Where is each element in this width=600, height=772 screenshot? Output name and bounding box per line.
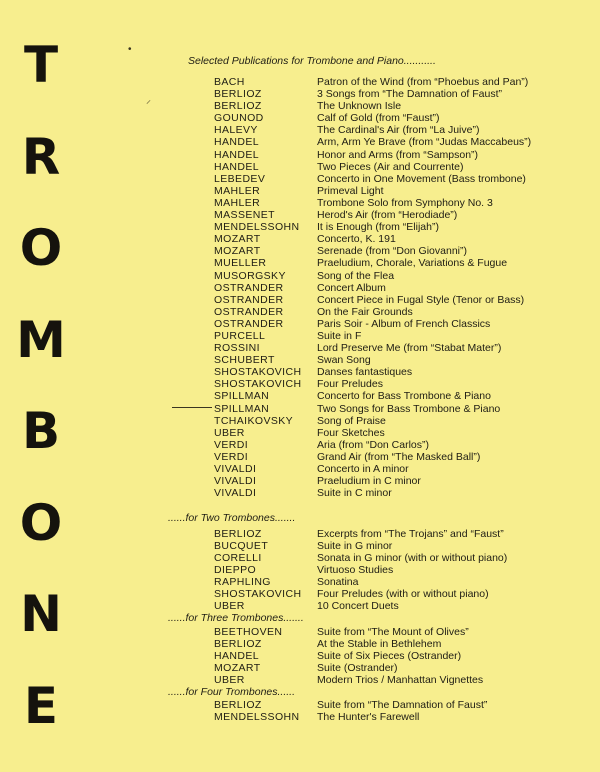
list-item [188, 366, 593, 378]
work-title: Patron of the Wind (from “Phoebus and Pan”) [317, 76, 593, 88]
work-title: Calf of Gold (from “Faust”) [317, 112, 593, 124]
composer-name: OSTRANDER [214, 282, 317, 294]
list-item [188, 136, 593, 148]
work-title: Song of the Flea [317, 270, 593, 282]
work-title: Suite in C minor [317, 487, 593, 499]
composer-name: DIEPPO [214, 564, 317, 576]
work-title: Honor and Arms (from “Sampson”) [317, 149, 593, 161]
work-title: The Cardinal's Air (from “La Juive”) [317, 124, 593, 136]
composer-name: BUCQUET [214, 540, 317, 552]
composer-name: BERLIOZ [214, 100, 317, 112]
composer-name: SHOSTAKOVICH [214, 588, 317, 600]
title-letter: N [12, 589, 70, 681]
composer-name: MOZART [214, 662, 317, 674]
work-title: Trombone Solo from Symphony No. 3 [317, 197, 593, 209]
list-item [188, 149, 593, 161]
composer-name: UBER [214, 674, 317, 686]
list-item [188, 662, 593, 674]
composer-name: UBER [214, 600, 317, 612]
composer-name: VIVALDI [214, 487, 317, 499]
work-title: Herod's Air (from “Herodiade”) [317, 209, 593, 221]
list-item [188, 221, 593, 233]
list-item [188, 161, 593, 173]
list-item [188, 270, 593, 282]
list-item [188, 576, 593, 588]
title-letter: O [12, 498, 70, 590]
composer-name: PURCELL [214, 330, 317, 342]
list-item [188, 378, 593, 390]
work-title: Arm, Arm Ye Brave (from “Judas Maccabeus”) [317, 136, 593, 148]
list-item [188, 638, 593, 650]
work-title: 10 Concert Duets [317, 600, 593, 612]
composer-name: HANDEL [214, 136, 317, 148]
title-letter: B [12, 406, 70, 498]
work-title: It is Enough (from “Elijah”) [317, 221, 593, 233]
work-title: Paris Soir - Album of French Classics [317, 318, 593, 330]
work-title: On the Fair Grounds [317, 306, 593, 318]
composer-name: UBER [214, 427, 317, 439]
list-item [188, 197, 593, 209]
two-trombones-section [188, 528, 593, 613]
work-title: Aria (from “Don Carlos”) [317, 439, 593, 451]
work-title: Danses fantastiques [317, 366, 593, 378]
list-item [188, 173, 593, 185]
list-item [188, 415, 593, 427]
composer-name: SCHUBERT [214, 354, 317, 366]
list-item [188, 699, 593, 711]
title-letter: R [12, 132, 70, 224]
list-item [188, 318, 593, 330]
work-title: Suite of Six Pieces (Ostrander) [317, 650, 593, 662]
composer-name: RAPHLING [214, 576, 317, 588]
composer-name: BERLIOZ [214, 699, 317, 711]
work-title: Suite in F [317, 330, 593, 342]
composer-name: MAHLER [214, 185, 317, 197]
work-title: Suite from “The Mount of Olives” [317, 626, 593, 638]
solo-section [188, 76, 593, 499]
composer-name: BERLIOZ [214, 88, 317, 100]
work-title: Song of Praise [317, 415, 593, 427]
list-item [188, 540, 593, 552]
work-title: Serenade (from “Don Giovanni”) [317, 245, 593, 257]
composer-name: LEBEDEV [214, 173, 317, 185]
composer-name: MOZART [214, 233, 317, 245]
title-letter: O [12, 223, 70, 315]
composer-name: HALEVY [214, 124, 317, 136]
work-title: Sonatina [317, 576, 593, 588]
work-title: The Unknown Isle [317, 100, 593, 112]
composer-name: BERLIOZ [214, 638, 317, 650]
work-title: Concerto in One Movement (Bass trombone) [317, 173, 593, 185]
composer-name: OSTRANDER [214, 318, 317, 330]
work-title: Praeludium, Chorale, Variations & Fugue [317, 257, 593, 269]
four-trombones-heading: ......for Four Trombones...... [168, 686, 593, 699]
list-item [188, 294, 593, 306]
composer-name: SHOSTAKOVICH [214, 366, 317, 378]
speck-mark: ⸝ [146, 92, 151, 106]
vertical-title [12, 40, 70, 772]
list-item [188, 257, 593, 269]
composer-name: MOZART [214, 245, 317, 257]
list-item [188, 564, 593, 576]
work-title: Concert Piece in Fugal Style (Tenor or Bass) [317, 294, 593, 306]
work-title: Concert Album [317, 282, 593, 294]
composer-name: HANDEL [214, 149, 317, 161]
composer-name: MAHLER [214, 197, 317, 209]
list-item [188, 185, 593, 197]
composer-name: ROSSINI [214, 342, 317, 354]
composer-name: SHOSTAKOVICH [214, 378, 317, 390]
composer-name: MUSORGSKY [214, 270, 317, 282]
four-trombones-section [188, 699, 593, 723]
list-item [188, 600, 593, 612]
composer-name: BEETHOVEN [214, 626, 317, 638]
three-trombones-section [188, 626, 593, 686]
composer-name: OSTRANDER [214, 294, 317, 306]
work-title: Virtuoso Studies [317, 564, 593, 576]
list-item [188, 330, 593, 342]
list-item [188, 342, 593, 354]
composer-name: OSTRANDER [214, 306, 317, 318]
work-title: Four Preludes (with or without piano) [317, 588, 593, 600]
list-item [188, 475, 593, 487]
composer-name: MENDELSSOHN [214, 711, 317, 723]
work-title: Concerto, K. 191 [317, 233, 593, 245]
composer-name: SPILLMAN [214, 403, 317, 415]
list-item [188, 233, 593, 245]
work-title: Grand Air (from “The Masked Ball”) [317, 451, 593, 463]
work-title: Suite from “The Damnation of Faust” [317, 699, 593, 711]
list-item [188, 354, 593, 366]
list-item [188, 88, 593, 100]
composer-name: TCHAIKOVSKY [214, 415, 317, 427]
composer-name: CORELLI [214, 552, 317, 564]
list-item [188, 245, 593, 257]
composer-name: BERLIOZ [214, 528, 317, 540]
list-item [188, 626, 593, 638]
list-item [188, 451, 593, 463]
list-item [188, 487, 593, 499]
list-item [188, 403, 593, 415]
speck-mark: • [128, 44, 132, 55]
composer-name: HANDEL [214, 650, 317, 662]
publication-list [188, 54, 593, 723]
work-title: Praeludium in C minor [317, 475, 593, 487]
list-item [188, 552, 593, 564]
list-item [188, 650, 593, 662]
list-item [188, 427, 593, 439]
list-item [188, 124, 593, 136]
work-title: Concerto in A minor [317, 463, 593, 475]
work-title: Excerpts from “The Trojans” and “Faust” [317, 528, 593, 540]
work-title: At the Stable in Bethlehem [317, 638, 593, 650]
list-item [188, 463, 593, 475]
three-trombones-heading: ......for Three Trombones....... [168, 612, 593, 625]
work-title: Concerto for Bass Trombone & Piano [317, 390, 593, 402]
list-heading: Selected Publications for Trombone and Piano........... [188, 54, 593, 69]
composer-name: VIVALDI [214, 463, 317, 475]
composer-name: VERDI [214, 439, 317, 451]
list-item [188, 282, 593, 294]
list-item [188, 306, 593, 318]
list-item [188, 390, 593, 402]
list-item [188, 439, 593, 451]
work-title: Suite (Ostrander) [317, 662, 593, 674]
work-title: 3 Songs from “The Damnation of Faust” [317, 88, 593, 100]
list-item [188, 588, 593, 600]
composer-name: GOUNOD [214, 112, 317, 124]
list-item [188, 209, 593, 221]
list-item [188, 112, 593, 124]
title-letter: E [12, 681, 70, 772]
work-title: The Hunter's Farewell [317, 711, 593, 723]
work-title: Two Pieces (Air and Courrente) [317, 161, 593, 173]
list-item [188, 711, 593, 723]
composer-name: VIVALDI [214, 475, 317, 487]
list-item [188, 528, 593, 540]
work-title: Lord Preserve Me (from “Stabat Mater”) [317, 342, 593, 354]
work-title: Modern Trios / Manhattan Vignettes [317, 674, 593, 686]
work-title: Four Preludes [317, 378, 593, 390]
composer-name: BACH [214, 76, 317, 88]
work-title: Primeval Light [317, 185, 593, 197]
title-letter: T [12, 40, 70, 132]
title-letter: M [12, 315, 70, 407]
work-title: Two Songs for Bass Trombone & Piano [317, 403, 593, 415]
list-item [188, 100, 593, 112]
work-title: Four Sketches [317, 427, 593, 439]
composer-name: MENDELSSOHN [214, 221, 317, 233]
list-item [188, 674, 593, 686]
work-title: Swan Song [317, 354, 593, 366]
composer-name: VERDI [214, 451, 317, 463]
work-title: Sonata in G minor (with or without piano) [317, 552, 593, 564]
list-item [188, 76, 593, 88]
two-trombones-heading: ......for Two Trombones....... [168, 512, 593, 525]
composer-name: HANDEL [214, 161, 317, 173]
work-title: Suite in G minor [317, 540, 593, 552]
composer-name: MUELLER [214, 257, 317, 269]
composer-name: SPILLMAN [214, 390, 317, 402]
composer-name: MASSENET [214, 209, 317, 221]
